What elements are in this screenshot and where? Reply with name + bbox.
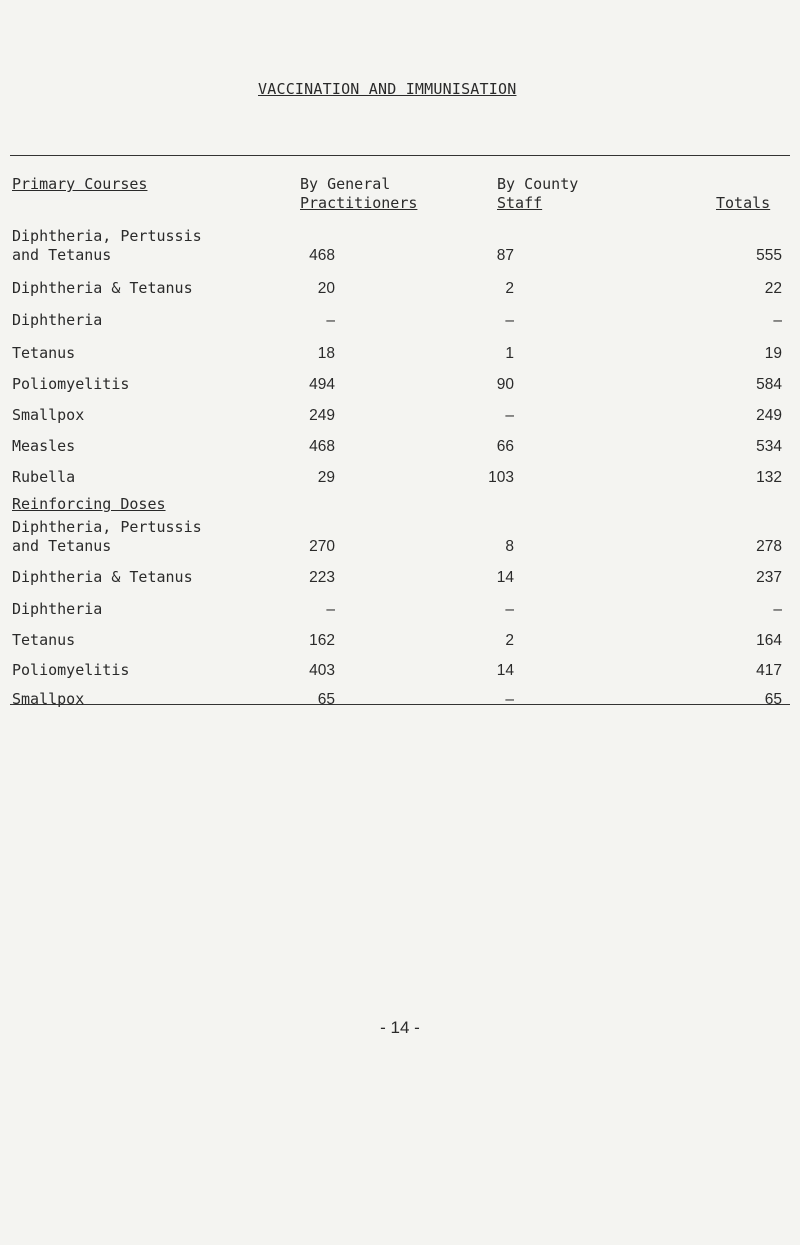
county-staff-value: – [505,312,514,329]
row-label-line2: Measles [12,437,76,455]
row-label-line1: Diphtheria, Pertussis [12,518,202,536]
table-row [12,279,782,298]
row-label [12,437,75,456]
row-label [12,311,102,330]
row-label [12,344,75,363]
table-row [12,568,782,587]
page-number: - 14 - [380,1018,420,1037]
row-label-line2: and Tetanus [12,246,112,264]
gp-value: – [326,601,335,618]
column-header-courses [12,175,147,194]
county-staff-value: 14 [496,569,514,586]
gp-value: 468 [309,247,335,264]
gp-header-line2: Practitioners [300,194,418,212]
total-value: – [773,312,782,329]
row-label [12,518,202,556]
row-label-line2: and Tetanus [12,537,112,555]
gp-value: 249 [309,407,335,424]
totals-heading: Totals [716,194,771,212]
county-staff-value: 66 [496,438,514,455]
row-label [12,468,75,487]
cs-header-line2: Staff [497,194,543,212]
row-label [12,375,129,394]
gp-value: 162 [309,632,335,649]
row-label-line2: Smallpox [12,406,85,424]
total-value: 164 [756,632,782,649]
gp-value: 494 [309,376,335,393]
county-staff-value: 14 [496,662,514,679]
gp-value: 468 [309,438,335,455]
row-label-line2: Diphtheria [12,600,103,618]
row-label [12,690,84,709]
gp-value: 20 [317,280,335,297]
county-staff-value: 103 [488,469,514,486]
row-label-line2: Diphtheria [12,311,103,329]
total-value: 19 [764,345,782,362]
total-value: 237 [756,569,782,586]
county-staff-value: 1 [505,345,514,362]
row-label-line2: Rubella [12,468,76,486]
table-row [12,661,782,680]
county-staff-value: 87 [496,247,514,264]
row-label-line1: Diphtheria, Pertussis [12,227,202,245]
row-label [12,568,193,587]
gp-value: 18 [317,345,335,362]
total-value: 22 [764,280,782,297]
county-staff-value: 2 [505,280,514,297]
table-row [12,631,782,650]
county-staff-value: – [505,407,514,424]
row-label [12,600,102,619]
table-row [12,600,782,619]
table-row [12,375,782,394]
reinforcing-doses-title: Reinforcing Doses [12,495,166,513]
row-label-line2: Tetanus [12,344,76,362]
row-label-line2: Poliomyelitis [12,375,130,393]
gp-value: 270 [309,538,335,555]
county-staff-value: – [505,691,514,708]
table-row [12,690,782,709]
total-value: 555 [756,247,782,264]
total-value: 417 [756,662,782,679]
row-label [12,227,202,265]
total-value: 249 [756,407,782,424]
county-staff-value: 2 [505,632,514,649]
cs-header-line1: By County [497,175,579,193]
county-staff-value: 8 [505,538,514,555]
row-label [12,661,129,680]
total-value: – [773,601,782,618]
row-label [12,279,193,298]
gp-value: 223 [309,569,335,586]
row-label-line2: Smallpox [12,690,85,708]
table-row [12,437,782,456]
table-row [12,518,782,556]
total-value: 584 [756,376,782,393]
gp-value: 65 [317,691,335,708]
row-label-line2: Diphtheria & Tetanus [12,279,193,297]
row-label-line2: Diphtheria & Tetanus [12,568,193,586]
column-header-county-staff [497,175,578,213]
total-value: 534 [756,438,782,455]
column-header-gp [300,175,417,213]
gp-value: – [326,312,335,329]
gp-value: 403 [309,662,335,679]
table-row [12,344,782,363]
table-row [12,311,782,330]
top-rule [10,155,790,156]
primary-courses-heading: Primary Courses [12,175,148,193]
row-label-line2: Tetanus [12,631,76,649]
total-value: 278 [756,538,782,555]
table-row [12,406,782,425]
table-row [12,227,782,265]
total-value: 65 [764,691,782,708]
page-title: VACCINATION AND IMMUNISATION [258,80,517,98]
bottom-rule [10,704,790,705]
row-label-line2: Poliomyelitis [12,661,130,679]
table-row [12,468,782,487]
county-staff-value: 90 [496,376,514,393]
row-label [12,406,84,425]
county-staff-value: – [505,601,514,618]
column-header-totals [716,194,770,213]
row-label [12,631,75,650]
total-value: 132 [756,469,782,486]
gp-header-line1: By General [300,175,391,193]
gp-value: 29 [317,469,335,486]
